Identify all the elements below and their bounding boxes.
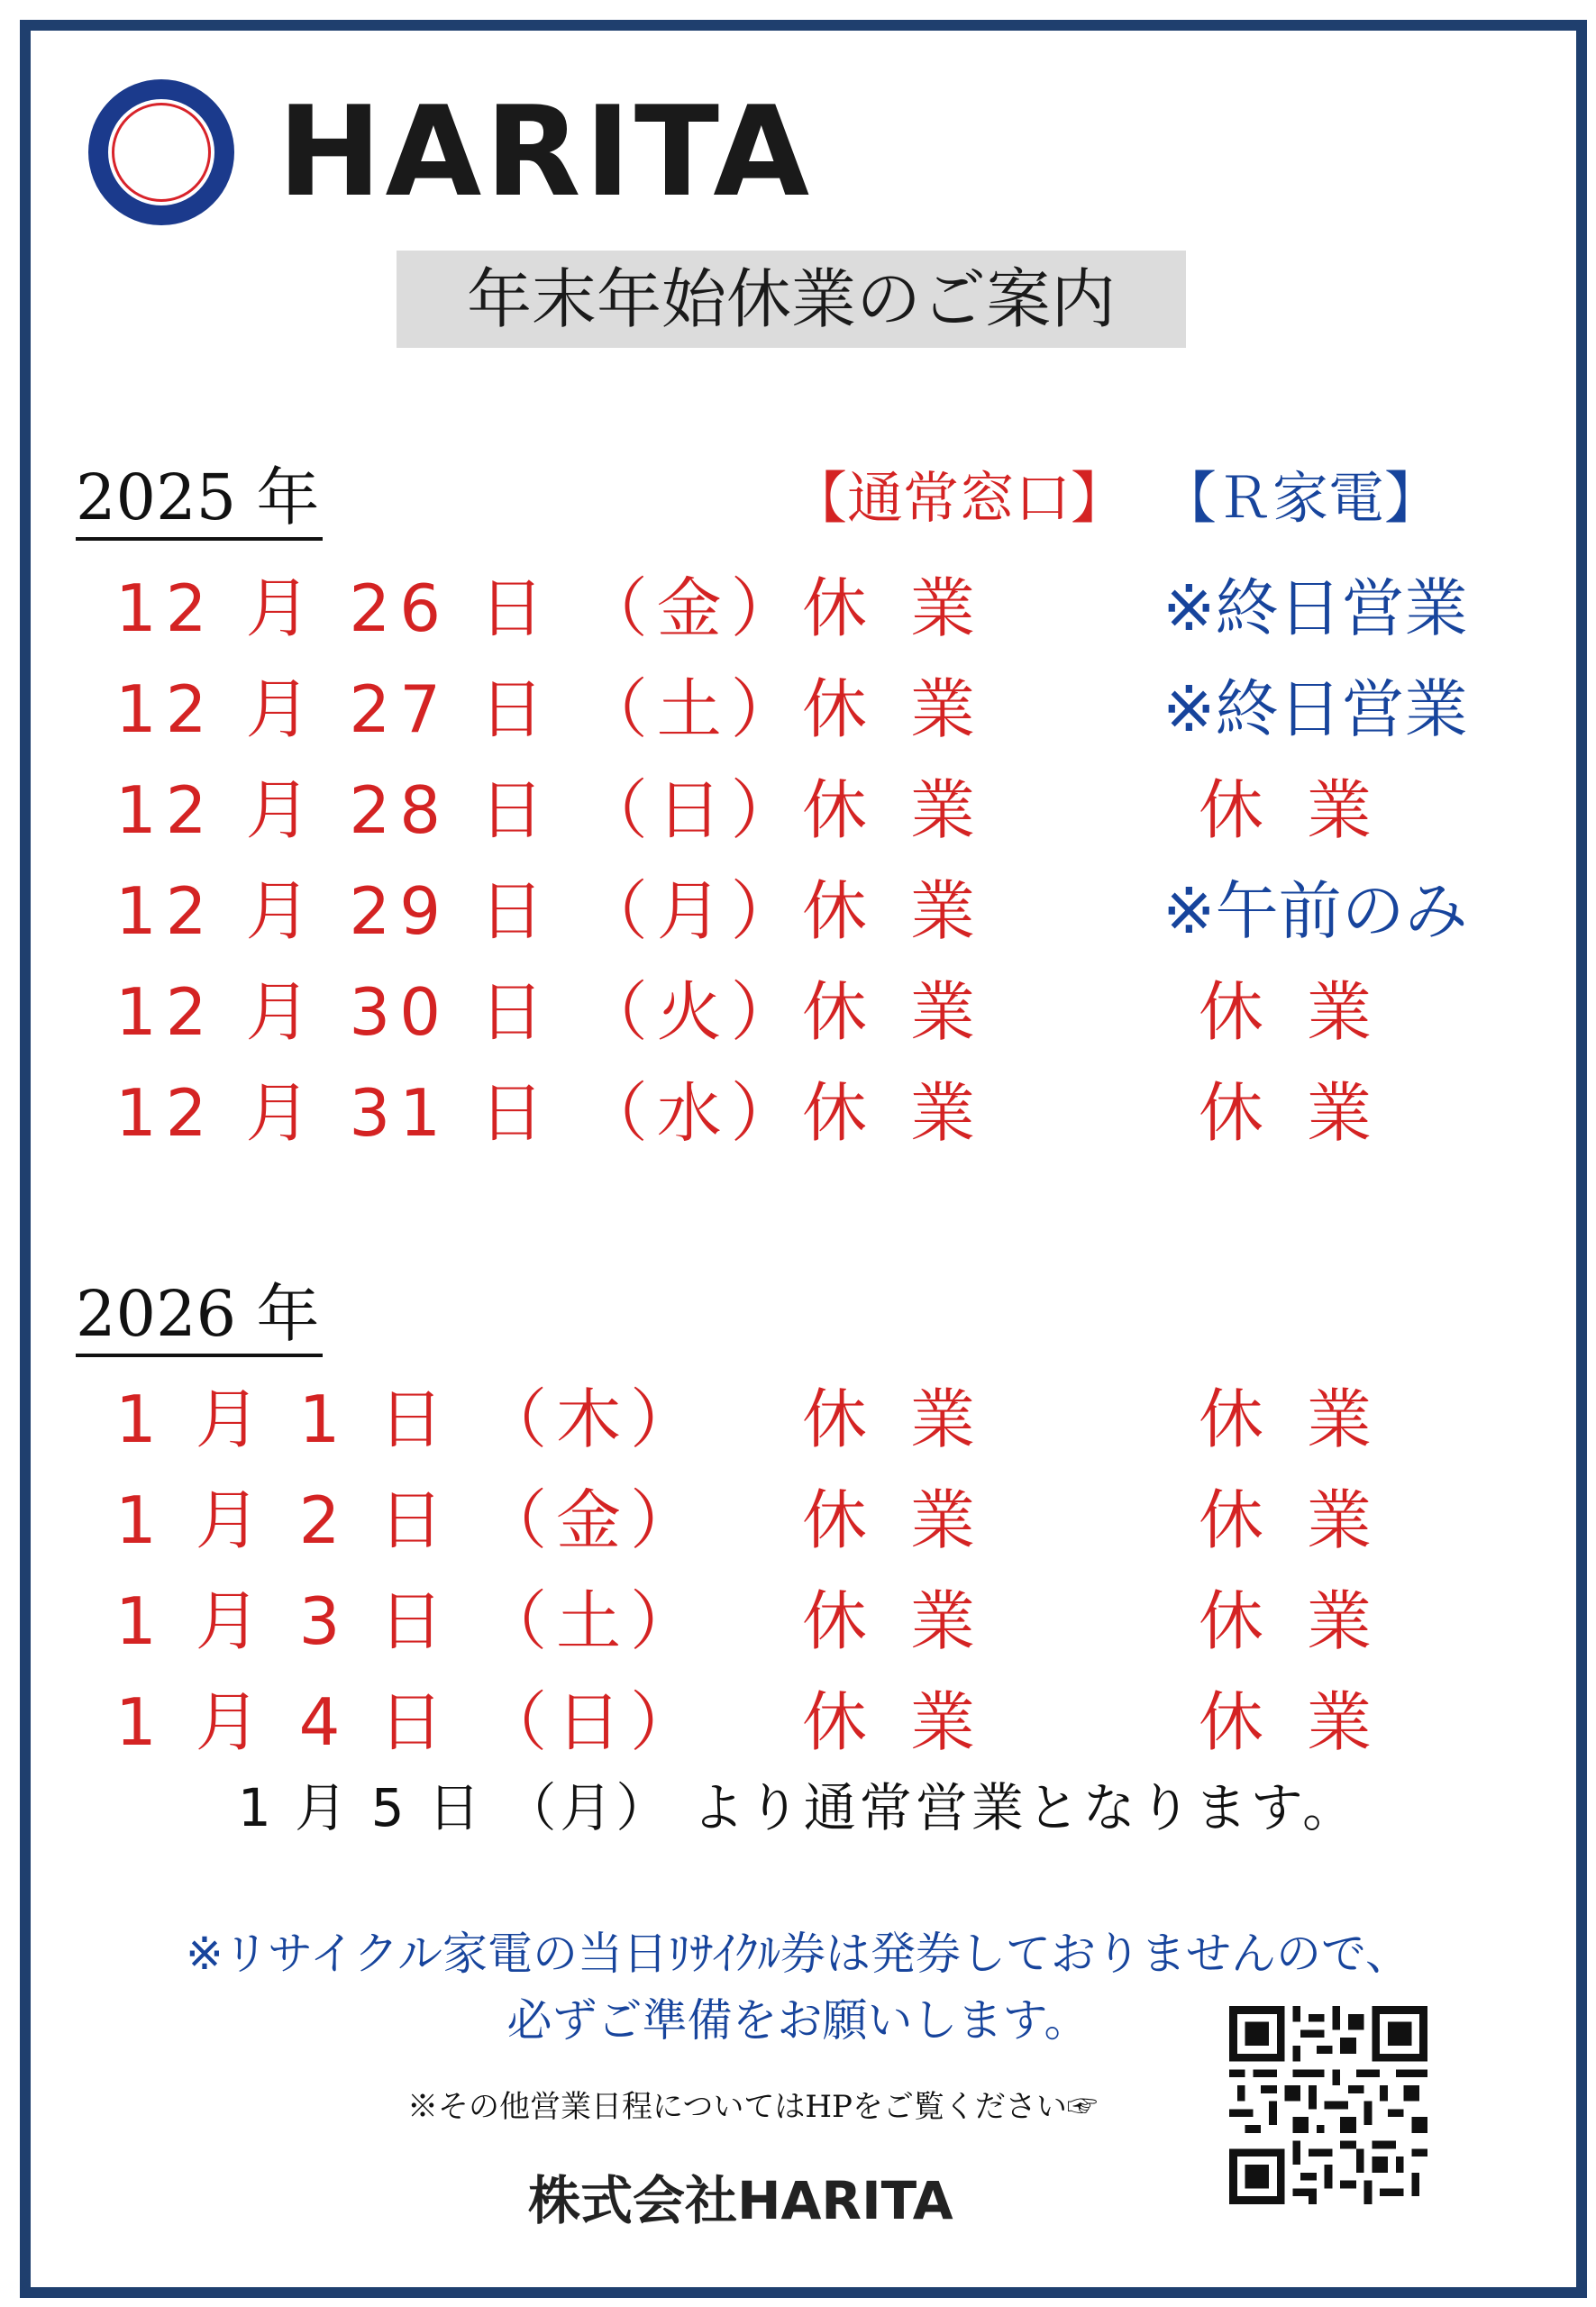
- logo-ring-icon: [88, 79, 234, 225]
- appliance-status: ※終日営業: [1163, 571, 1468, 645]
- counter-status: 休業: [802, 671, 1019, 747]
- column-header-appliance: 【Ｒ家電】: [1161, 465, 1441, 531]
- appliance-status: 休業: [1199, 1583, 1416, 1659]
- column-header-counter: 【通常窓口】: [791, 465, 1127, 531]
- qr-code-icon[interactable]: [1229, 2006, 1427, 2204]
- appliance-status: ※終日営業: [1163, 672, 1468, 746]
- counter-status: 休業: [802, 974, 1019, 1050]
- counter-status: 休業: [802, 1583, 1019, 1659]
- recycle-note-line2: 必ずご準備をお願いします。: [506, 1994, 1090, 2047]
- schedule-date: 12 月 31 日 （水）: [115, 1075, 805, 1151]
- appliance-status: 休業: [1199, 1381, 1416, 1457]
- appliance-status: 休業: [1199, 1482, 1416, 1558]
- schedule-date: 12 月 30 日 （火）: [115, 974, 805, 1050]
- appliance-status: 休業: [1199, 772, 1416, 848]
- recycle-note-line1: ※リサイクル家電の当日ﾘｻｲｸﾙ券は発券しておりませんので、: [186, 1928, 1410, 1980]
- schedule-row: [0, 559, 1596, 658]
- schedule-row: [0, 1063, 1596, 1163]
- schedule-row: [0, 761, 1596, 860]
- schedule-date: 1 月 4 日 （日）: [115, 1684, 705, 1760]
- page-title: 年末年始休業のご案内: [397, 251, 1186, 348]
- schedule-row: [0, 1572, 1596, 1671]
- appliance-status: 休業: [1199, 1075, 1416, 1151]
- counter-status: 休業: [802, 772, 1019, 848]
- year-heading-2025: 2025 年: [76, 458, 323, 541]
- counter-status: 休業: [802, 570, 1019, 646]
- website-note: ※その他営業日程についてはHPをご覧ください☞: [407, 2089, 1098, 2125]
- company-name: 株式会社HARITA: [528, 2170, 953, 2231]
- appliance-status: 休業: [1199, 974, 1416, 1050]
- schedule-row: [0, 1370, 1596, 1469]
- schedule-date: 12 月 29 日 （月）: [115, 873, 805, 949]
- schedule-row: [0, 1471, 1596, 1570]
- resume-notice: 1 月 5 日 （月） より通常営業となります。: [237, 1777, 1359, 1838]
- schedule-date: 12 月 26 日 （金）: [115, 570, 805, 646]
- counter-status: 休業: [802, 1684, 1019, 1760]
- counter-status: 休業: [802, 1075, 1019, 1151]
- schedule-date: 1 月 2 日 （金）: [115, 1482, 705, 1558]
- logo-wordmark: HARITA: [278, 79, 814, 224]
- counter-status: 休業: [802, 1381, 1019, 1457]
- appliance-status: ※午前のみ: [1163, 874, 1468, 948]
- schedule-date: 12 月 27 日 （土）: [115, 671, 805, 747]
- counter-status: 休業: [802, 873, 1019, 949]
- year-heading-2026: 2026 年: [76, 1274, 323, 1357]
- schedule-date: 1 月 3 日 （土）: [115, 1583, 705, 1659]
- schedule-row: [0, 962, 1596, 1062]
- counter-status: 休業: [802, 1482, 1019, 1558]
- appliance-status: 休業: [1199, 1684, 1416, 1760]
- schedule-date: 12 月 28 日 （日）: [115, 772, 805, 848]
- schedule-row: [0, 1673, 1596, 1772]
- schedule-row: [0, 862, 1596, 961]
- schedule-row: [0, 660, 1596, 759]
- schedule-date: 1 月 1 日 （木）: [115, 1381, 705, 1457]
